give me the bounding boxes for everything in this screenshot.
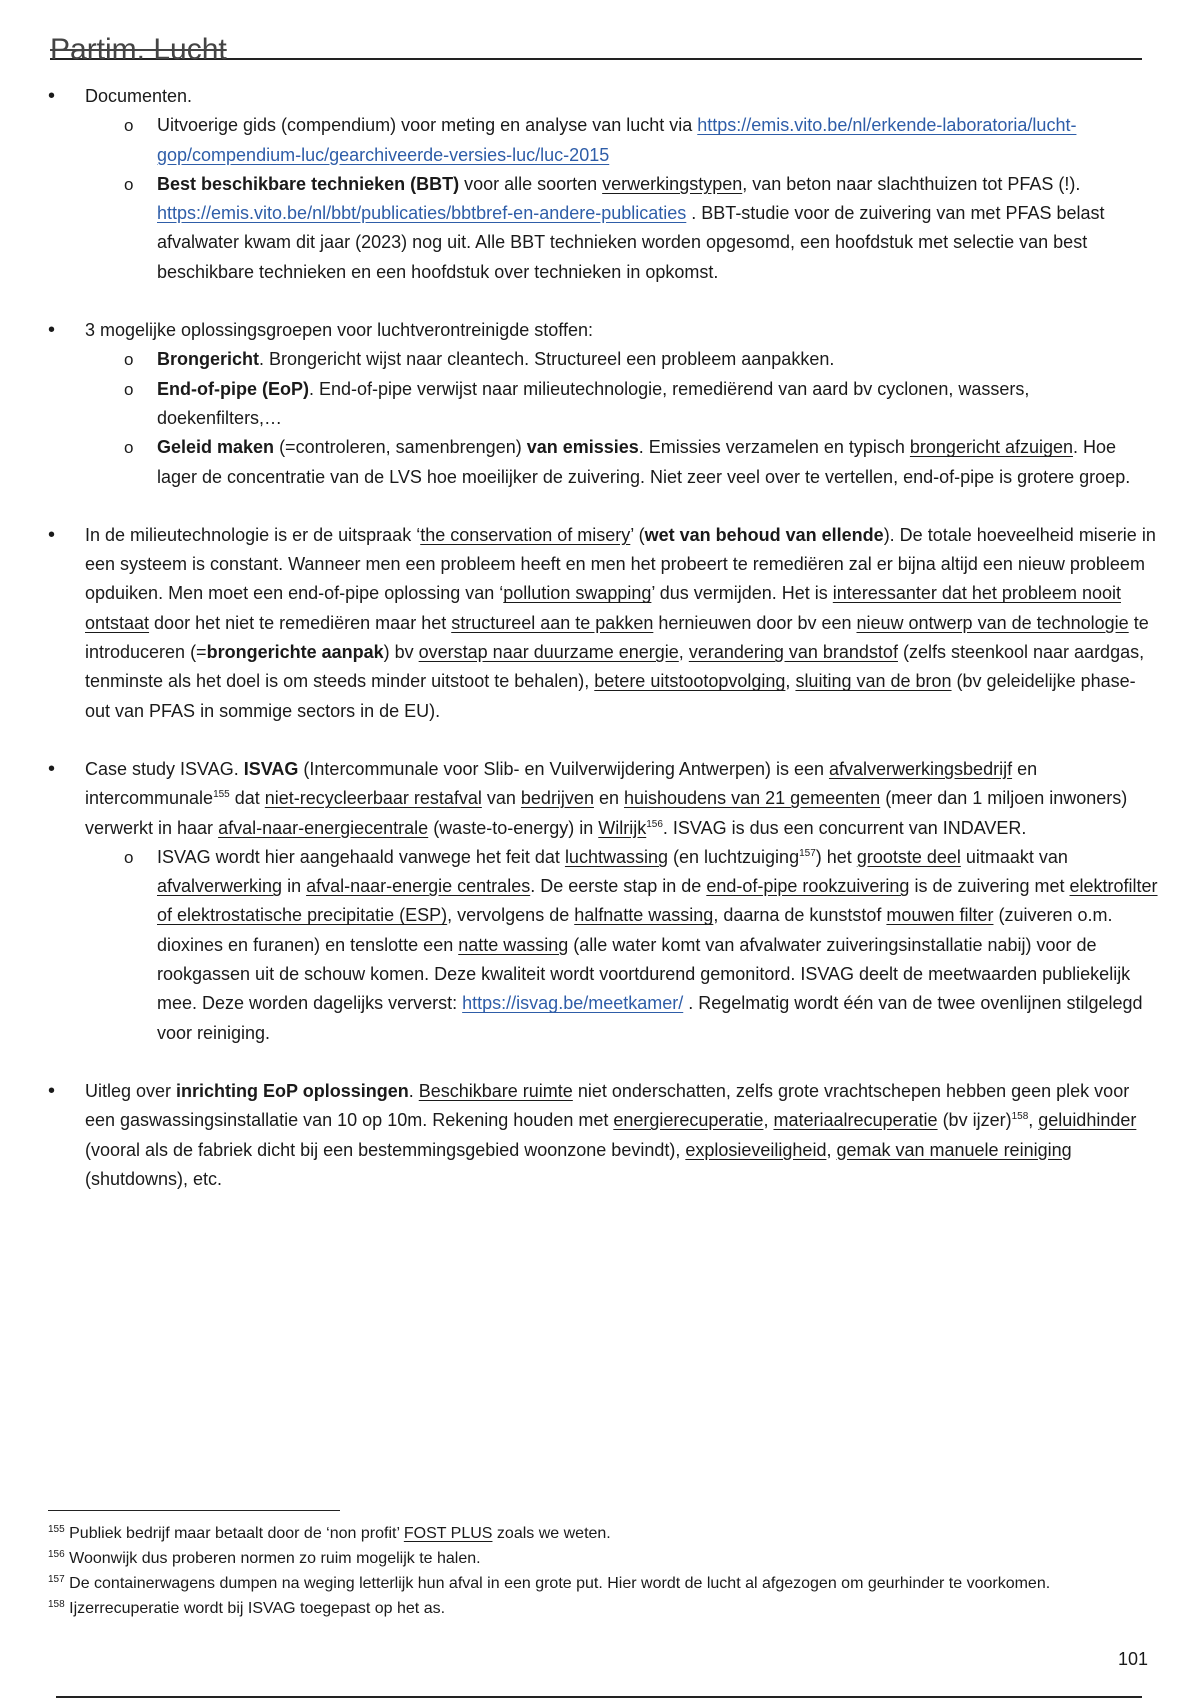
bullet-eop-setup: • Uitleg over inrichting EoP oplossingen. Beschikbare ruimte niet onderschatten, zelfs grote vrachtschepen hebben geen plek voor een gaswassingsinstallatie van 10 op 10m. Rekening houden met energierecuperatie, materiaalrecuperatie (bv ijzer)$^{158}$, geluidhinder (vooral als de fabriek dicht bij een bestemmingsgebied woonzone bevindt), explosieveiligheid, gemak van manuele reiniging (shutdowns), etc. [48,1077,1158,1194]
sub-item-guided: o Geleid maken (=controleren, samenbrengen) van emissies. Emissies verzamelen en typisch brongericht afzuigen. Hoe lager de concentratie van de LVS hoe moeilijker de zuivering. Niet zeer veel over te vertellen, end-of-pipe is grotere groep. [85,433,1158,492]
groups-sublist [85,345,1158,491]
bbt-link[interactable]: https://emis.vito.be/nl/bbt/publicaties/bbtbref-en-andere-publicaties [157,203,687,224]
footnote-158: $^{158}$ Ijzerrecuperatie wordt bij ISVAG toegepast op het as. [48,1599,446,1617]
footnotes [48,1510,1148,1621]
sub-item-isvag-air-washing: o ISVAG wordt hier aangehaald vanwege het feit dat luchtwassing (en luchtzuiging$^{157}$) het grootste deel uitmaakt van afvalverwerking in afval-naar-energie centrales. De eerste stap in de end-of-pipe rookzuivering is de zuivering met elektrofilter of elektrostatische precipitatie (ESP), vervolgens de halfnatte wassing, daarna de kunststof mouwen filter (zuiveren o.m. dioxines en furanen) en tenslotte een natte wassing (alle water komt van afvalwater zuiveringsinstallatie nabij) voor de rookgassen uit de schouw komen. Deze kwaliteit wordt voortdurend gemonitord. ISVAG deelt de meetwaarden publiekelijk mee. Deze worden dagelijks ververst: https://isvag.be/meetkamer/ . Regelmatig wordt één van de twee ovenlijnen stilgelegd voor reiniging. [85,843,1158,1048]
documents-sublist [85,111,1158,287]
footnote-ref-158[interactable]: 158 [1011,1111,1029,1123]
sub-item-source: o Brongericht. Brongericht wijst naar cleantech. Structureel een probleem aanpakken. [85,345,1158,374]
footnote-157: $^{157}$ De containerwagens dumpen na weging letterlijk hun afval in een grote put. Hier wordt de lucht al afgezogen om geurhinder te voorkomen. [48,1574,1051,1592]
page-title: Partim. Lucht [50,33,227,66]
bullet-solution-groups: • 3 mogelijke oplossingsgroepen voor luchtverontreinigde stoffen: o Brongericht. Brongericht wijst naar cleantech. Structureel een probleem aanpakken. o End-of-pipe (EoP). End-of-pipe verwijst naar milieutechnologie, remediërend van aard bv cyclonen, wassers, doekenfilters,… o Geleid maken (=controleren, samenbrengen) van emissies. Emissies verzamelen en typisch brongericht afzuigen. Hoe lager de concentratie van de LVS hoe moeilijker de zuivering. Niet zeer veel over te vertellen, end-of-pipe is grotere groep. [48,316,1158,492]
bullet-isvag-case: • Case study ISVAG. ISVAG (Intercommunale voor Slib- en Vuilverwijdering Antwerpen) is een afvalverwerkingsbedrijf en intercommunale$^{155}$ dat niet-recycleerbaar restafval van bedrijven en huishoudens van 21 gemeenten (meer dan 1 miljoen inwoners) verwerkt in haar afval-naar-energiecentrale (waste-to-energy) in Wilrijk$^{156}$. ISVAG is dus een concurrent van INDAVER. o ISVAG wordt hier aangehaald vanwege het feit dat luchtwassing (en luchtzuiging$^{157}$) het grootste deel uitmaakt van afvalverwerking in afval-naar-energie centrales. De eerste stap in de end-of-pipe rookzuivering is de zuivering met elektrofilter of elektrostatische precipitatie (ESP), vervolgens de halfnatte wassing, daarna de kunststof mouwen filter (zuiveren o.m. dioxines en furanen) en tenslotte een natte wassing (alle water komt van afvalwater zuiveringsinstallatie nabij) voor de rookgassen uit de schouw komen. Deze kwaliteit wordt voortdurend gemonitord. ISVAG deelt de meetwaarden publiekelijk mee. Deze worden dagelijks ververst: https://isvag.be/meetkamer/ . Regelmatig wordt één van de twee ovenlijnen stilgelegd voor reiniging. [48,755,1158,1048]
bullet-conservation-of-misery: • In de milieutechnologie is er de uitspraak ‘the conservation of misery’ (wet van behoud van ellende). De totale hoeveelheid miserie in een systeem is constant. Wanneer men een probleem heeft en men het probeert te remediëren zal er bijna altijd een nieuw probleem opduiken. Men moet een end-of-pipe oplossing van ‘pollution swapping’ dus vermijden. Het is interessanter dat het probleem nooit ontstaat door het niet te remediëren maar het structureel aan te pakken hernieuwen door bv een nieuw ontwerp van de technologie te introduceren (=brongerichte aanpak) bv overstap naar duurzame energie, verandering van brandstof (zelfs steenkool naar aardgas, tenminste als het doel is om steeds minder uitstoot te behalen), betere uitstootopvolging, sluiting van de bron (bv geleidelijke phase-out van PFAS in sommige sectors in de EU). [48,521,1158,726]
footnote-separator [48,1510,340,1511]
footnote-ref-155[interactable]: 155 [213,789,230,801]
document-body [48,82,1158,1223]
footnote-ref-156[interactable]: 156 [646,818,663,830]
footnote-156: $^{156}$ Woonwijk dus proberen normen zo ruim mogelijk te halen. [48,1549,481,1567]
page-header [50,33,1142,66]
footnote-ref-157[interactable]: 157 [799,847,816,859]
page-number: 101 [1118,1649,1149,1669]
footnote-155: $^{155}$ Publiek bedrijf maar betaalt door de ‘non profit’ FOST PLUS zoals we weten. [48,1524,611,1542]
isvag-meetkamer-link[interactable]: https://isvag.be/meetkamer/ [462,993,684,1014]
isvag-sublist [85,843,1158,1048]
sub-item-compendium: o Uitvoerige gids (compendium) voor meting en analyse van lucht via https://emis.vito.be/nl/erkende-laboratoria/lucht-gop/compendium-luc/gearchiveerde-versies-luc/luc-2015 [85,111,1158,170]
sub-item-eop: o End-of-pipe (EoP). End-of-pipe verwijst naar milieutechnologie, remediërend van aard bv cyclonen, wassers, doekenfilters,… [85,375,1158,434]
compendium-link[interactable]: https://emis.vito.be/nl/erkende-laboratoria/lucht-gop/compendium-luc/gearchiveerde-versies-luc/luc-2015 [157,115,1077,165]
bullet-documents: • Documenten. o Uitvoerige gids (compendium) voor meting en analyse van lucht via https://emis.vito.be/nl/erkende-laboratoria/lucht-gop/compendium-luc/gearchiveerde-versies-luc/luc-2015 o Best beschikbare technieken (BBT) voor alle soorten verwerkingstypen, van beton naar slachthuizen tot PFAS (!). https://emis.vito.be/nl/bbt/publicaties/bbtbref-en-andere-publicaties . BBT-studie voor de zuivering van met PFAS belast afvalwater kwam dit jaar (2023) nog uit. Alle BBT technieken worden opgesomd, een hoofdstuk met selectie van best beschikbare technieken en een hoofdstuk over technieken in opkomst. [48,82,1158,287]
bullet-list [48,82,1158,1194]
sub-item-bbt: o Best beschikbare technieken (BBT) voor alle soorten verwerkingstypen, van beton naar slachthuizen tot PFAS (!). https://emis.vito.be/nl/bbt/publicaties/bbtbref-en-andere-publicaties . BBT-studie voor de zuivering van met PFAS belast afvalwater kwam dit jaar (2023) nog uit. Alle BBT technieken worden opgesomd, een hoofdstuk met selectie van best beschikbare technieken en een hoofdstuk over technieken in opkomst. [85,170,1158,287]
page-footer-rule [56,1696,1142,1698]
